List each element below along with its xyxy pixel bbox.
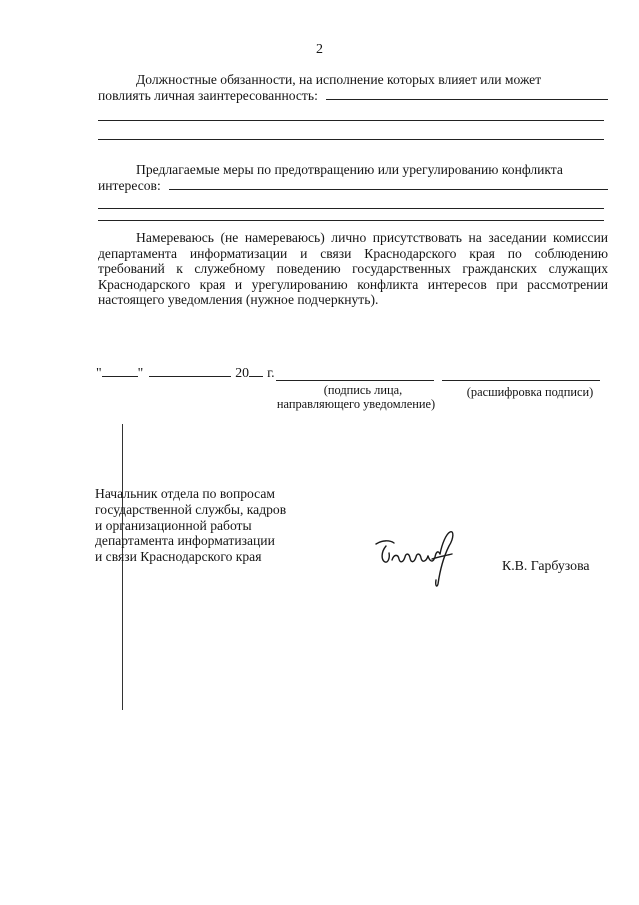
signature-caption xyxy=(276,383,436,411)
duties-blank-3 xyxy=(98,139,604,140)
signature-caption-line-1: (подпись лица, xyxy=(323,383,403,397)
duties-label: повлиять личная заинтересованность: xyxy=(98,87,318,103)
signature-blank xyxy=(276,380,434,381)
handwritten-signature xyxy=(372,526,458,590)
margin-rule xyxy=(122,424,123,710)
day-blank xyxy=(102,365,138,377)
month-blank xyxy=(149,365,231,377)
position-line-3: и организационной работы xyxy=(95,517,252,533)
year-blank xyxy=(249,365,263,377)
duties-section xyxy=(98,72,608,103)
intention-paragraph: Намереваюсь (не намереваюсь) лично присутствовать на заседании комиссии департамента информатизации и связи Краснодарского края по соблюдению требований к служебному поведению государственных гражданских служащих Краснодарского края и урегулированию конфликта интересов при рассмотрении настоящего уведомления (нужное подчеркнуть). xyxy=(98,230,608,308)
measures-section xyxy=(98,162,608,193)
position-line-2: государственной службы, кадров xyxy=(95,501,287,517)
measures-blank-2 xyxy=(98,208,604,209)
position-line-1: Начальник отдела по вопросам xyxy=(95,486,276,501)
measures-blank-1 xyxy=(169,178,608,190)
measures-blank-3 xyxy=(98,220,604,221)
signature-caption-line-2: направляющего уведомление) xyxy=(276,397,436,411)
signatory-name: К.В. Гарбузова xyxy=(502,558,590,573)
position-line-5: и связи Краснодарского края xyxy=(95,549,262,565)
position-line-4: департамента информатизации xyxy=(95,533,275,549)
date-open-quote: " xyxy=(96,365,102,380)
page-number: 2 xyxy=(316,42,323,57)
signatory-position xyxy=(95,486,335,565)
measures-label: интересов: xyxy=(98,177,161,193)
decode-blank xyxy=(442,380,600,381)
decode-caption: (расшифровка подписи) xyxy=(466,385,594,399)
duties-line-2 xyxy=(98,88,608,104)
date-close-quote: " xyxy=(137,365,144,380)
duties-blank-1 xyxy=(326,88,608,100)
year-prefix: 20 xyxy=(235,365,250,380)
duties-line-1: Должностные обязанности, на исполнение которых влияет или может xyxy=(136,72,542,87)
year-suffix: г. xyxy=(267,365,275,380)
date-line xyxy=(96,365,275,381)
duties-blank-2 xyxy=(98,120,604,121)
measures-line-1: Предлагаемые меры по предотвращению или урегулированию конфликта xyxy=(136,162,563,177)
measures-line-2 xyxy=(98,178,608,194)
